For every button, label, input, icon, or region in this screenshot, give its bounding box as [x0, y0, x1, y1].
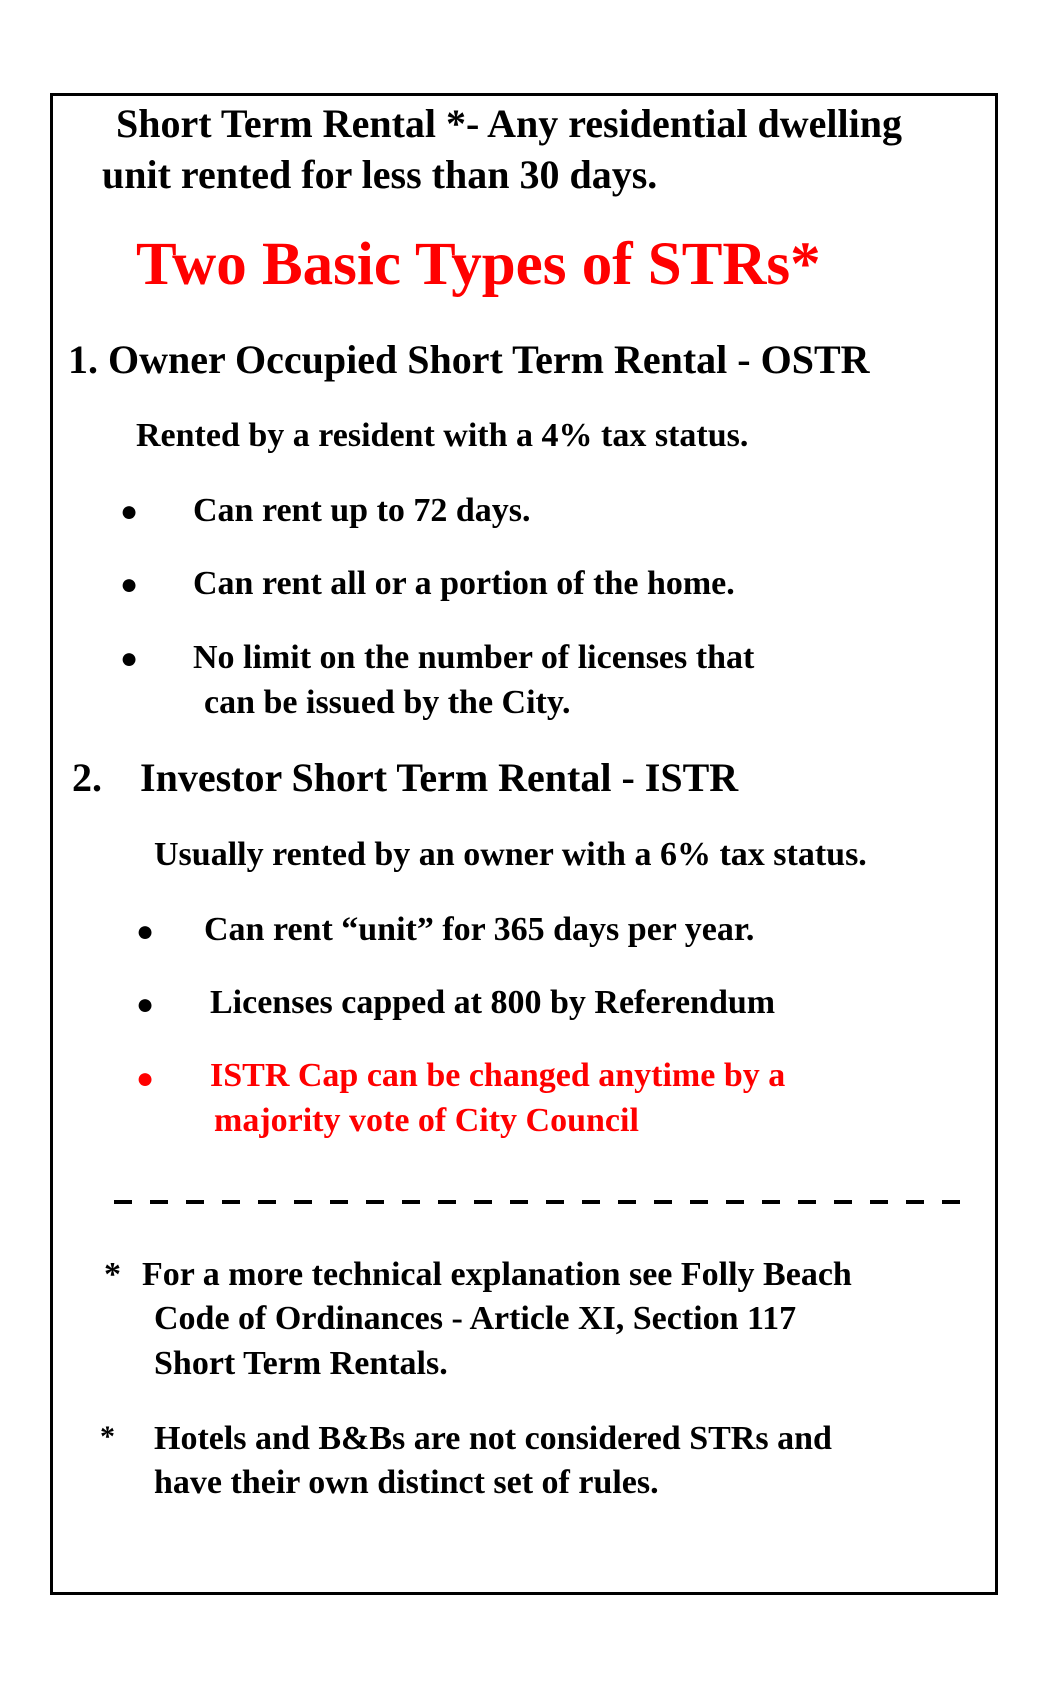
istr-bullet-3-line-1: ISTR Cap can be changed anytime by a — [210, 1057, 786, 1094]
bullet-icon: ● — [120, 642, 139, 675]
ostr-bullet-2: Can rent all or a portion of the home. — [193, 565, 735, 602]
istr-bullet-2: Licenses capped at 800 by Referendum — [210, 984, 776, 1021]
bullet-icon: ● — [136, 1062, 155, 1095]
bullet-icon: ● — [120, 495, 139, 528]
footnote-1-line-2: Code of Ordinances - Article XI, Section 117 — [154, 1300, 797, 1337]
definition-line-2: unit rented for less than 30 days. — [102, 152, 658, 197]
footnote-1-marker: * — [104, 1256, 121, 1293]
istr-subtitle: Usually rented by an owner with a 6% tax status. — [154, 836, 867, 873]
istr-bullet-1: Can rent “unit” for 365 days per year. — [204, 911, 755, 948]
footnote-2-line-2: have their own distinct set of rules. — [154, 1464, 659, 1501]
ostr-bullet-3-line-1: No limit on the number of licenses that — [193, 639, 755, 676]
istr-bullet-3-line-2: majority vote of City Council — [214, 1102, 639, 1139]
footnote-2-marker: * — [100, 1420, 115, 1453]
ostr-bullet-1: Can rent up to 72 days. — [193, 492, 531, 529]
istr-number: 2. — [72, 755, 102, 800]
footnote-2-line-1: Hotels and B&Bs are not considered STRs and — [154, 1420, 832, 1457]
footnote-1-line-3: Short Term Rentals. — [154, 1345, 448, 1382]
bullet-icon: ● — [136, 988, 155, 1021]
page-title: Two Basic Types of STRs* — [136, 231, 821, 298]
bullet-icon: ● — [120, 568, 139, 601]
ostr-bullet-3-line-2: can be issued by the City. — [204, 684, 571, 721]
bullet-icon: ● — [136, 915, 155, 948]
definition-line-1: Short Term Rental *- Any residential dwelling — [116, 101, 902, 146]
dashed-divider — [114, 1200, 962, 1204]
ostr-heading: 1. Owner Occupied Short Term Rental - OSTR — [68, 337, 870, 382]
ostr-subtitle: Rented by a resident with a 4% tax status. — [136, 417, 749, 454]
istr-heading: Investor Short Term Rental - ISTR — [140, 755, 739, 800]
footnote-1-line-1: For a more technical explanation see Folly Beach — [142, 1256, 852, 1293]
